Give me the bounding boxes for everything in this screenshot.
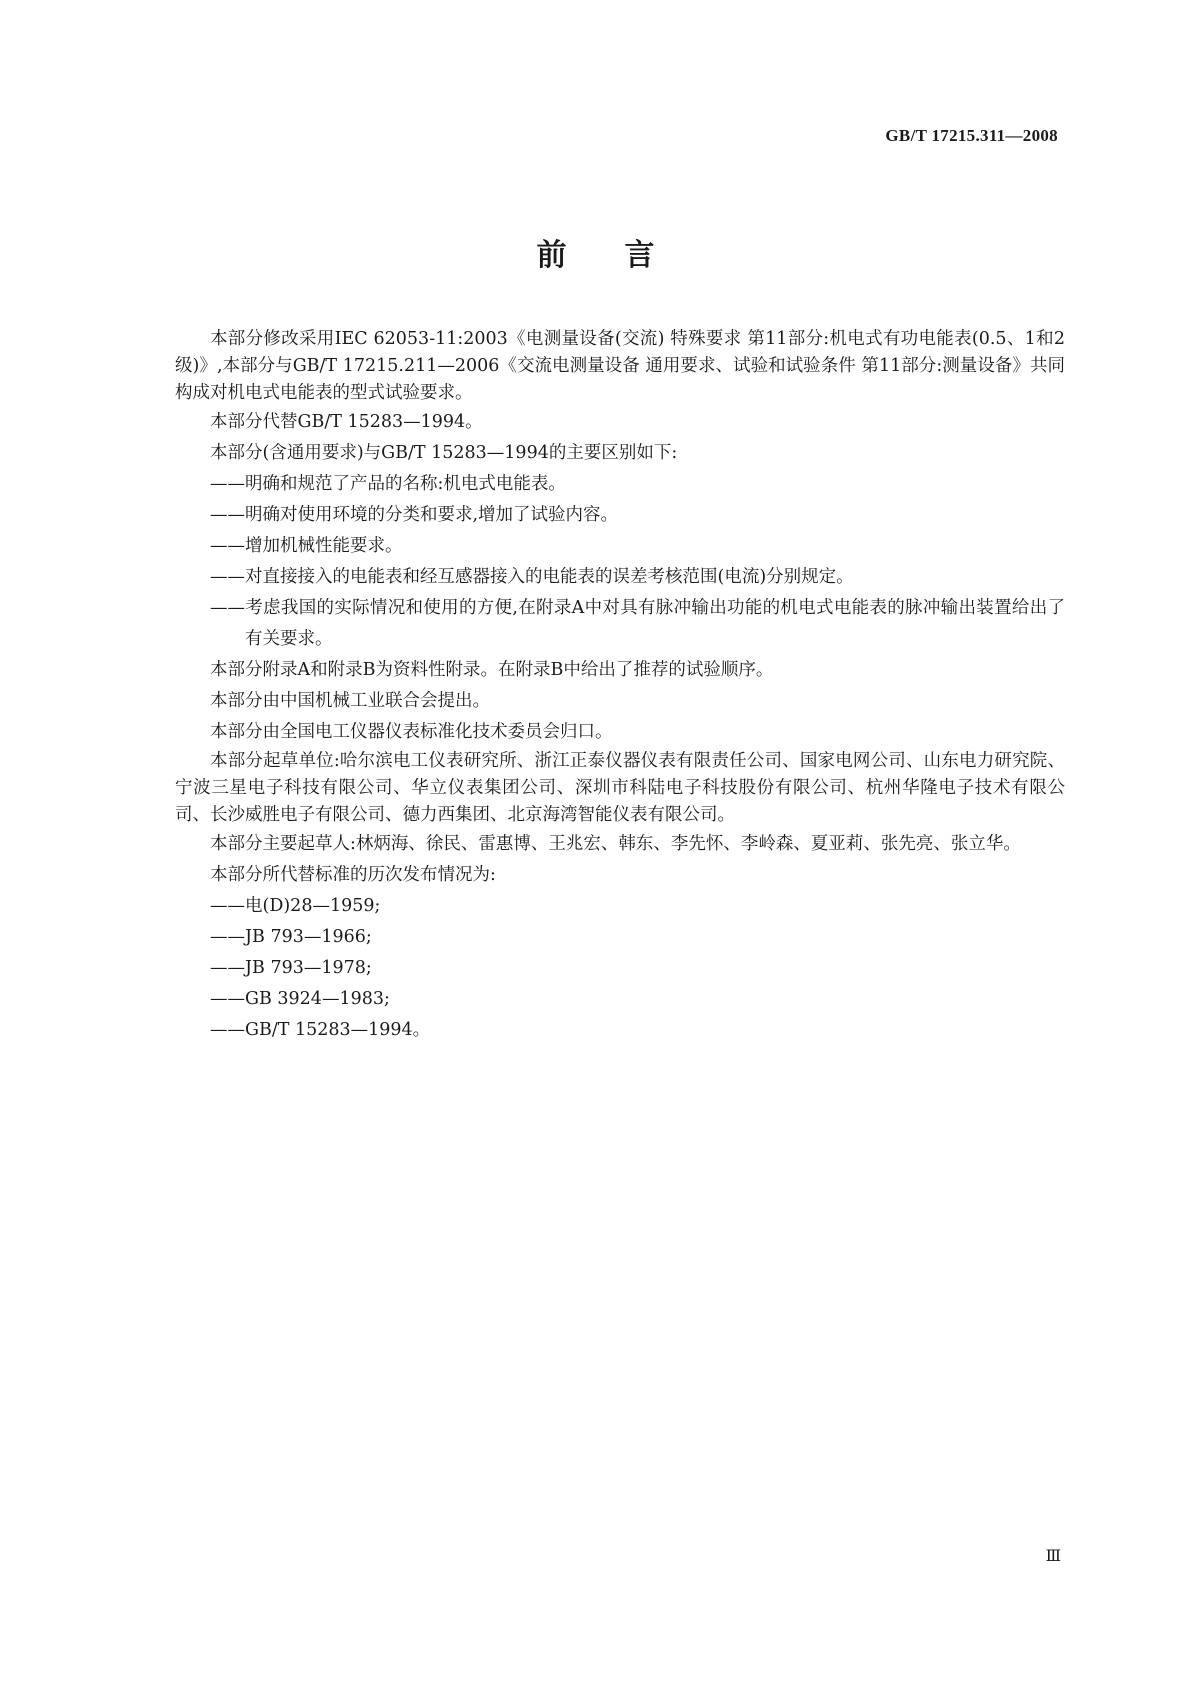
paragraph-proposer: 本部分由中国机械工业联合会提出。 bbox=[210, 691, 490, 711]
paragraph-drafting-units: 本部分起草单位:哈尔滨电工仪表研究所、浙江正泰仪器仪表有限责任公司、国家电网公司、山东电力研究院、宁波三星电子科技有限公司、华立仪表集团公司、深圳市科陆电子科技股份有限公司、杭州华隆电子技术有限公司、长沙威胜电子有限公司、德力西集团、北京海湾智能仪表有限公司。 bbox=[175, 751, 1065, 825]
standard-number: GB/T 17215.311—2008 bbox=[885, 126, 1058, 145]
difference-item: ——增加机械性能要求。 bbox=[210, 536, 403, 556]
difference-item: ——明确和规范了产品的名称:机电式电能表。 bbox=[210, 474, 566, 494]
history-item: ——GB/T 15283—1994。 bbox=[210, 1020, 431, 1040]
difference-item: ——对直接接入的电能表和经互感器接入的电能表的误差考核范围(电流)分别规定。 bbox=[210, 567, 854, 587]
paragraph-adoption: 本部分修改采用IEC 62053-11:2003《电测量设备(交流) 特殊要求 第11部分:机电式有功电能表(0.5、1和2级)》,本部分与GB/T 17215.211—2006《交流电测量设备 通用要求、试验和试验条件 第11部分:测量设备》共同构成对机电式电能表的型式试验要求。 bbox=[175, 329, 1065, 403]
history-item: ——JB 793—1978; bbox=[210, 958, 372, 978]
paragraph-history-intro: 本部分所代替标准的历次发布情况为: bbox=[210, 865, 496, 885]
paragraph-committee: 本部分由全国电工仪器仪表标准化技术委员会归口。 bbox=[210, 722, 613, 742]
history-item: ——电(D)28—1959; bbox=[210, 896, 381, 916]
page-number: Ⅲ bbox=[1045, 1548, 1061, 1565]
paragraph-replaces: 本部分代替GB/T 15283—1994。 bbox=[210, 412, 483, 432]
difference-item: ——明确对使用环境的分类和要求,增加了试验内容。 bbox=[210, 505, 619, 525]
page-title bbox=[0, 230, 1191, 274]
history-item: ——JB 793—1966; bbox=[210, 927, 372, 947]
title-char-1: 前 bbox=[536, 238, 567, 273]
paragraph-annexes: 本部分附录A和附录B为资料性附录。在附录B中给出了推荐的试验顺序。 bbox=[210, 660, 774, 680]
difference-item: ——考虑我国的实际情况和使用的方便,在附录A中对具有脉冲输出功能的机电式电能表的脉冲输出装置给出了有关要求。 bbox=[210, 598, 1065, 649]
foreword-body bbox=[175, 326, 1065, 1046]
paragraph-drafters: 本部分主要起草人:林炳海、徐民、雷惠博、王兆宏、韩东、李先怀、李岭森、夏亚莉、张先亮、张立华。 bbox=[210, 834, 1021, 854]
title-char-2: 言 bbox=[624, 238, 655, 273]
paragraph-differences-intro: 本部分(含通用要求)与GB/T 15283—1994的主要区别如下: bbox=[210, 443, 678, 463]
history-item: ——GB 3924—1983; bbox=[210, 989, 390, 1009]
